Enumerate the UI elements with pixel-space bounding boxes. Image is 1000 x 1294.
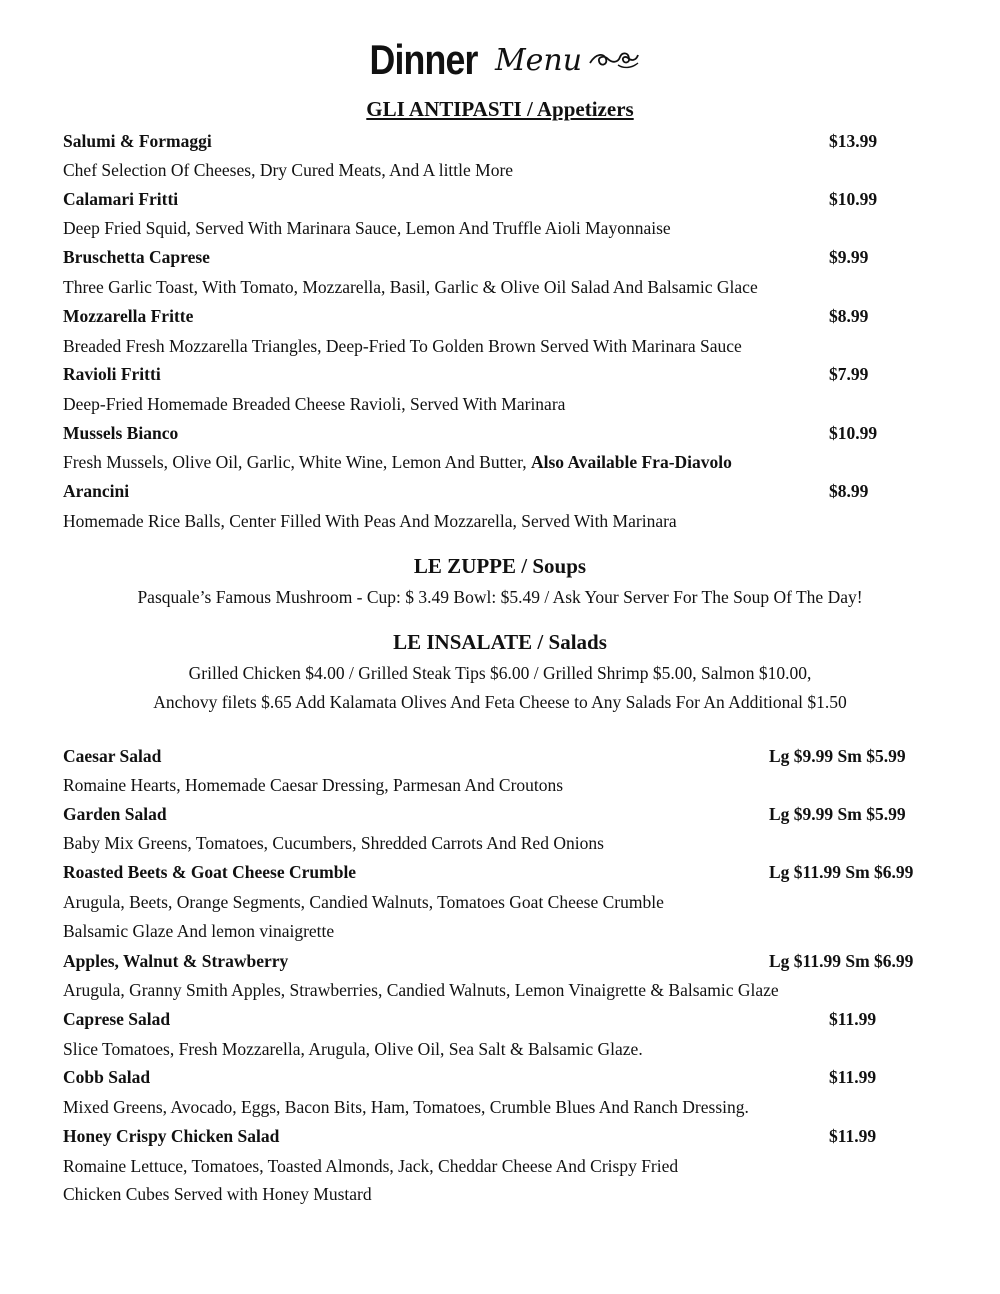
appetizers-heading [0,97,1000,122]
appetizer-description [63,452,732,473]
salad-description: Balsamic Glaze And lemon vinaigrette [63,921,335,941]
salad-description: Baby Mix Greens, Tomatoes, Cucumbers, Shredded Carrots And Red Onions [63,833,604,853]
appetizer-name: Bruschetta Caprese [63,247,210,267]
swirl-ornament-icon [588,49,640,71]
menu-title-script: Menu [494,42,583,78]
appetizer-description: Three Garlic Toast, With Tomato, Mozzarella, Basil, Garlic & Olive Oil Salad And Balsamic Glace [63,277,758,297]
salad-price: Lg $11.99 Sm $6.99 [769,951,914,971]
salad-price: Lg $9.99 Sm $5.99 [769,746,906,766]
salads-heading: LE INSALATE / Salads [393,630,607,654]
salad-name: Cobb Salad [63,1067,151,1087]
appetizer-description-highlight: Also Available Fra-Diavolo [530,452,732,472]
appetizer-price: $9.99 [829,247,869,267]
salad-description: Romaine Hearts, Homemade Caesar Dressing, Parmesan And Croutons [63,775,564,795]
appetizer-name: Salumi & Formaggi [63,131,212,151]
appetizer-description: Homemade Rice Balls, Center Filled With Peas And Mozzarella, Served With Marinara [63,511,677,531]
appetizer-name: Arancini [63,481,130,501]
salad-description: Arugula, Beets, Orange Segments, Candied Walnuts, Tomatoes Goat Cheese Crumble [63,892,664,912]
appetizer-price: $10.99 [829,423,878,443]
salad-price: $11.99 [829,1126,877,1146]
salad-description: Chicken Cubes Served with Honey Mustard [63,1184,372,1204]
salad-name: Garden Salad [63,804,167,824]
menu-header [0,36,1000,92]
salad-price: Lg $9.99 Sm $5.99 [769,804,906,824]
appetizer-name: Mozzarella Fritte [63,306,194,326]
appetizer-name: Ravioli Fritti [63,364,161,384]
salad-name: Apples, Walnut & Strawberry [63,951,289,971]
salad-price: Lg $11.99 Sm $6.99 [769,862,914,882]
salad-name: Roasted Beets & Goat Cheese Crumble [63,862,357,882]
salad-description: Arugula, Granny Smith Apples, Strawberries, Candied Walnuts, Lemon Vinaigrette & Balsamic Glaze [63,980,779,1000]
salad-name: Honey Crispy Chicken Salad [63,1126,280,1146]
salad-name: Caesar Salad [63,746,162,766]
appetizer-description: Deep-Fried Homemade Breaded Cheese Ravioli, Served With Marinara [63,394,566,414]
salad-price: $11.99 [829,1067,877,1087]
appetizer-price: $8.99 [829,481,869,501]
appetizer-name: Calamari Fritti [63,189,179,209]
soups-heading: LE ZUPPE / Soups [413,554,587,578]
salad-name: Caprese Salad [63,1009,171,1029]
appetizer-price: $8.99 [829,306,869,326]
soups-description: Pasquale’s Famous Mushroom - Cup: $ 3.49 Bowl: $5.49 / Ask Your Server For The Soup Of The Day! [137,587,863,607]
appetizers-heading-text: GLI ANTIPASTI / Appetizers [366,97,634,121]
appetizer-price: $7.99 [829,364,869,384]
salad-price: $11.99 [829,1009,877,1029]
appetizer-description-text: Fresh Mussels, Olive Oil, Garlic, White Wine, Lemon And Butter, [63,452,531,472]
salad-description: Mixed Greens, Avocado, Eggs, Bacon Bits, Ham, Tomatoes, Crumble Blues And Ranch Dressing. [63,1097,749,1117]
appetizer-description: Deep Fried Squid, Served With Marinara Sauce, Lemon And Truffle Aioli Mayonnaise [63,218,671,238]
salad-addons-line: Grilled Chicken $4.00 / Grilled Steak Tips $6.00 / Grilled Shrimp $5.00, Salmon $10.00, [188,663,812,683]
appetizer-price: $13.99 [829,131,878,151]
salad-description: Romaine Lettuce, Tomatoes, Toasted Almonds, Jack, Cheddar Cheese And Crispy Fried [63,1156,679,1176]
appetizer-price: $10.99 [829,189,878,209]
appetizer-description: Breaded Fresh Mozzarella Triangles, Deep-Fried To Golden Brown Served With Marinara Sauce [63,336,742,356]
menu-title-dinner: Dinner [369,36,478,83]
appetizer-name: Mussels Bianco [63,423,179,443]
appetizer-description: Chef Selection Of Cheeses, Dry Cured Meats, And A little More [63,160,514,180]
salad-description: Slice Tomatoes, Fresh Mozzarella, Arugula, Olive Oil, Sea Salt & Balsamic Glaze. [63,1039,643,1059]
salad-addons-line: Anchovy filets $.65 Add Kalamata Olives And Feta Cheese to Any Salads For An Additional $1.50 [153,692,847,712]
